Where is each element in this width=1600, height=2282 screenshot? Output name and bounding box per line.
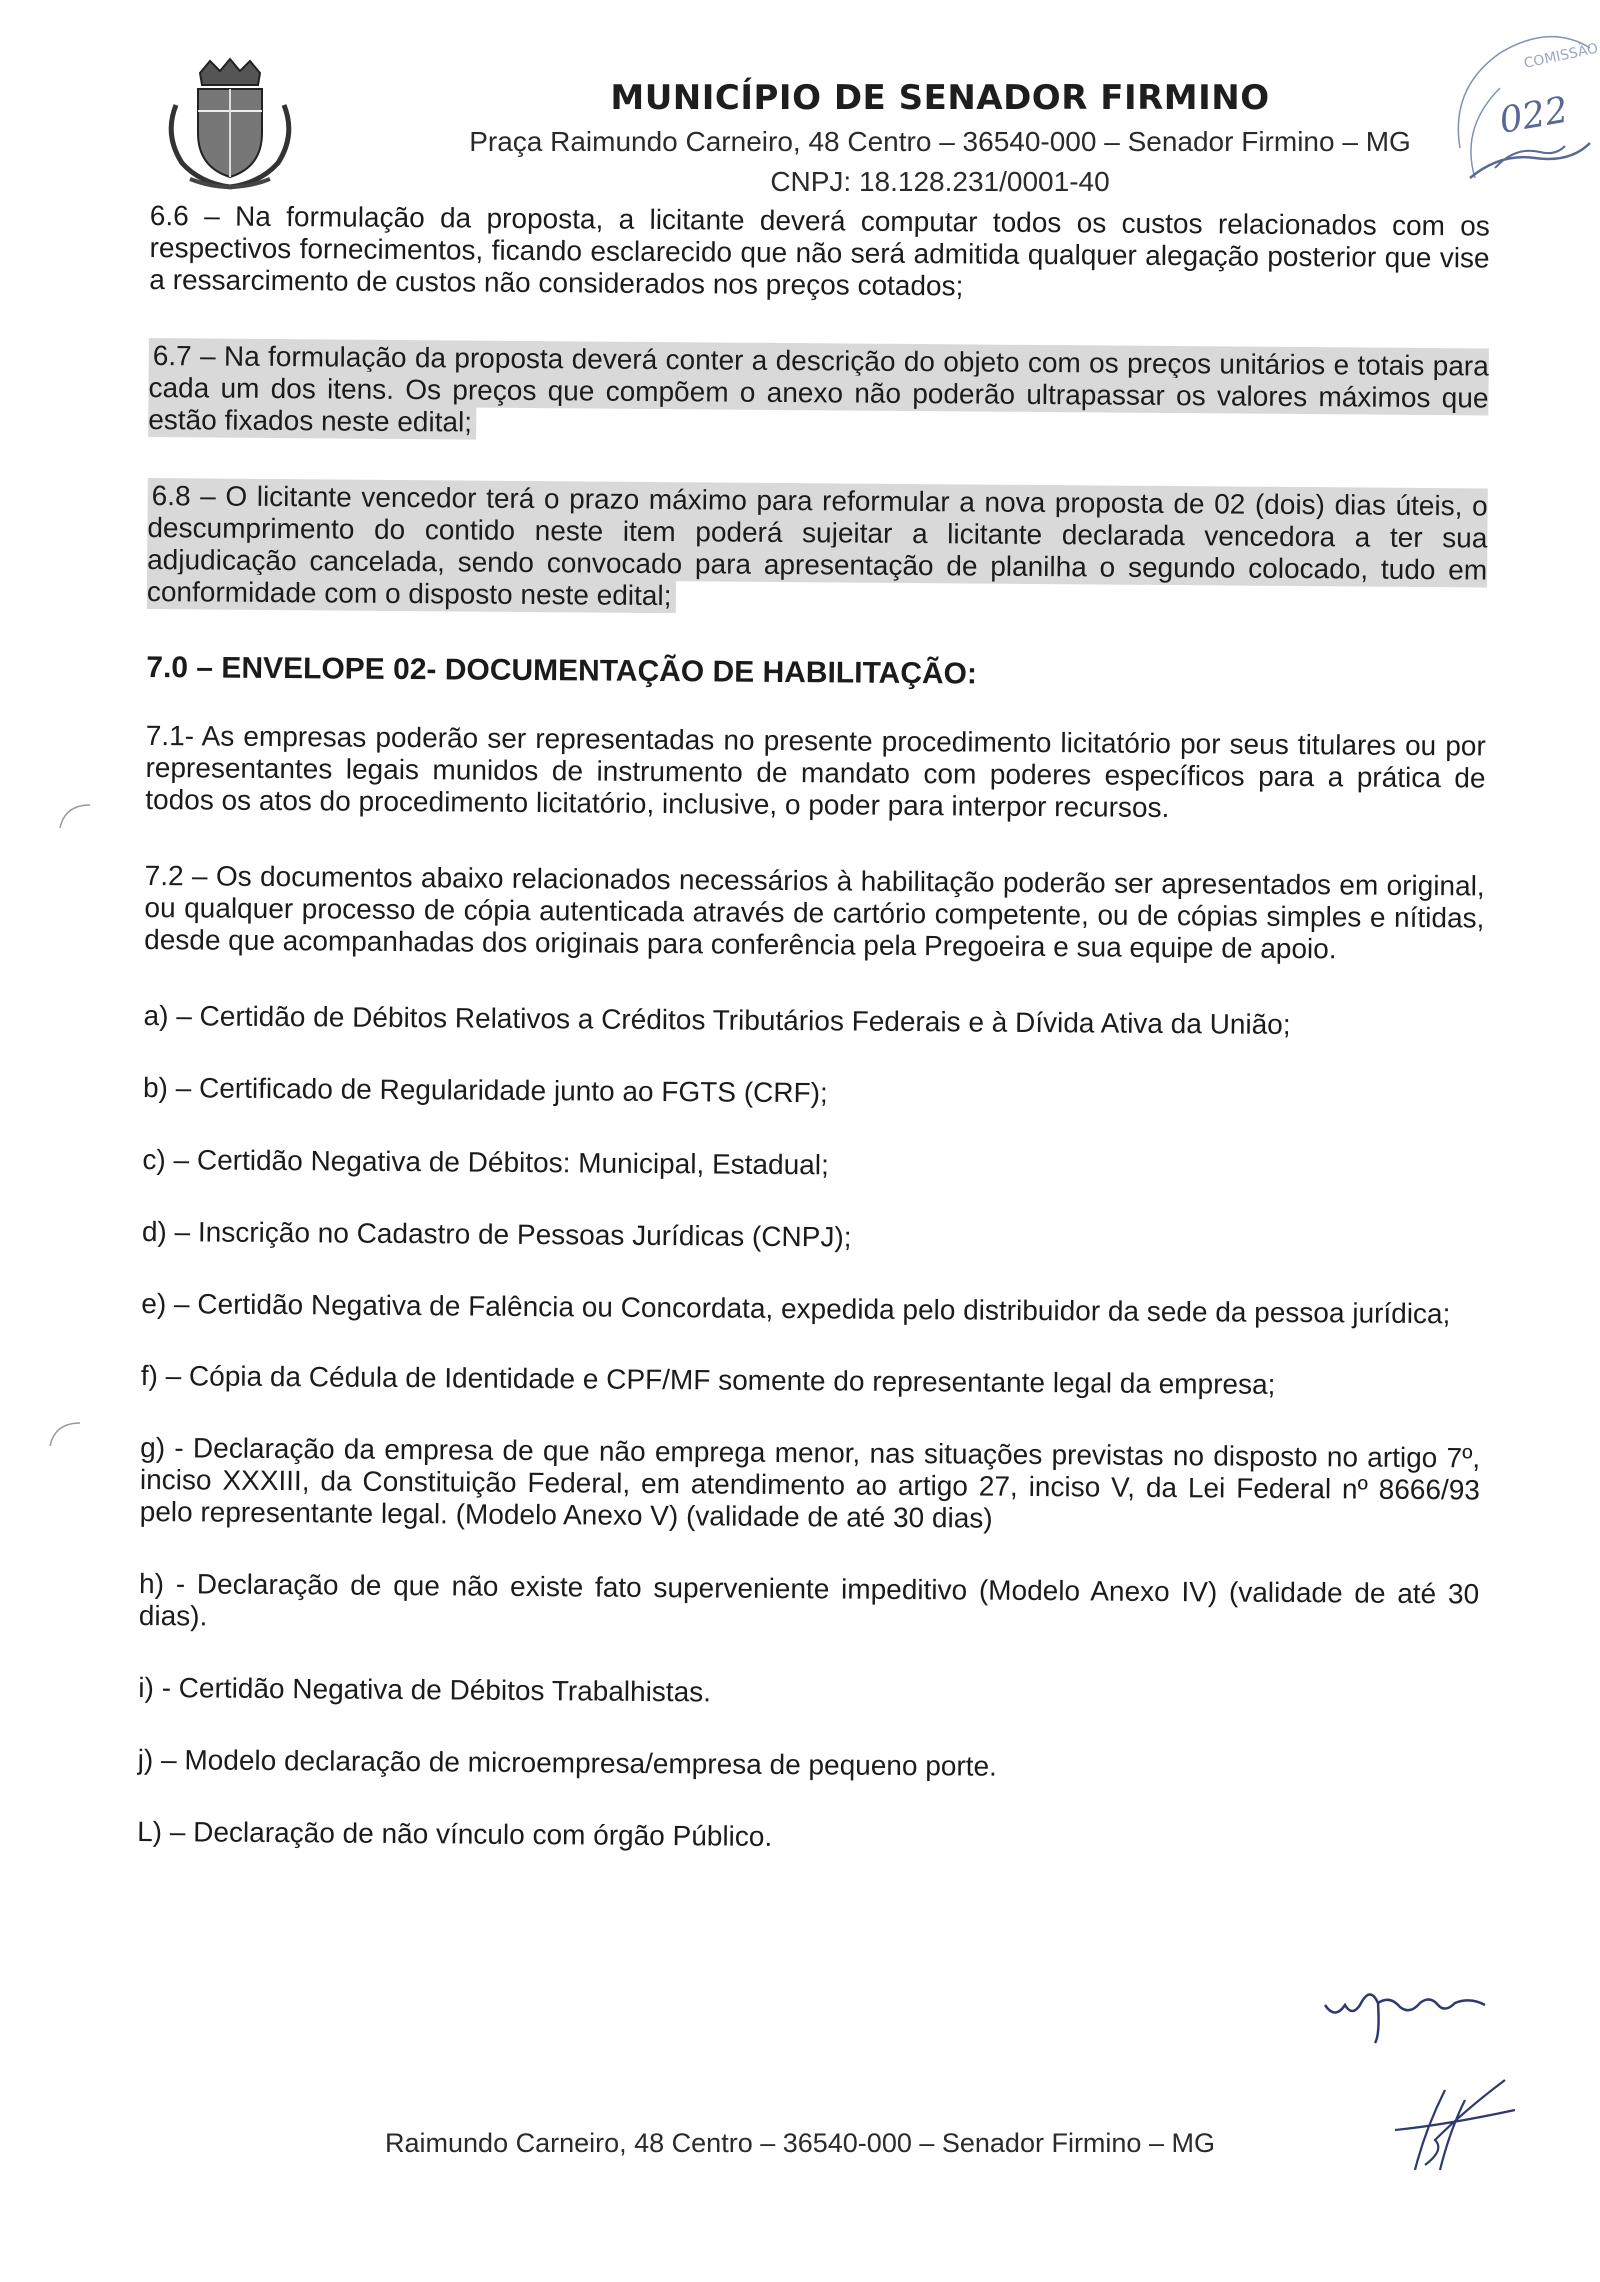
punch-mark-icon (45, 1418, 85, 1448)
document-body (137, 200, 1490, 1898)
list-item-e: e) – Certidão Negativa de Falência ou Concordata, expedida pelo distribuidor da sede da pessoa jurídica; (141, 1287, 1451, 1330)
svg-text:COMISSÃO: COMISSÃO (1522, 40, 1600, 72)
list-item-l: L) – Declaração de não vínculo com órgão Público. (137, 1815, 773, 1852)
footer-address: Raimundo Carneiro, 48 Centro – 36540-000 – Senador Firmino – MG (385, 2128, 1215, 2158)
list-item-j: j) – Modelo declaração de microempresa/empresa de pequeno porte. (137, 1743, 998, 1782)
list-item-f: f) – Cópia da Cédula de Identidade e CPF/MF somente do representante legal da empresa; (140, 1359, 1276, 1400)
municipality-address: Praça Raimundo Carneiro, 48 Centro – 36540-000 – Senador Firmino – MG (469, 126, 1411, 157)
list-item-g: g) - Declaração da empresa de que não emprega menor, nas situações previstas no disposto no artigo 7º, inciso XXXIII, da Constituição Federal, em atendimento ao artigo 27, inciso V, da Lei Federal nº 8666/93 pelo representante legal. (Modelo Anexo V) (validade de até 30 dias) (139, 1431, 1481, 1534)
clause-7-2: 7.2 – Os documentos abaixo relacionados necessários à habilitação poderão ser apresentados em original, ou qualquer processo de cópia autenticada através de cartório competente, ou de cópias simples e nítidas, desde que acompanhadas dos originais para conferência pela Pregoeira e sua equipe de apoio. (144, 859, 1485, 965)
letterhead (390, 78, 1490, 198)
list-item-b: b) – Certificado de Regularidade junto ao FGTS (CRF); (142, 1071, 828, 1109)
municipality-name: MUNICÍPIO DE SENADOR FIRMINO (610, 78, 1270, 118)
clause-7-1: 7.1- As empresas poderão ser representadas no presente procedimento licitatório por seus titulares ou por representantes legais munidos de instrumento de mandato com poderes específicos para a prática de todos os atos do procedimento licitatório, inclusive, o poder para interpor recursos. (145, 719, 1486, 824)
punch-mark-icon (55, 800, 95, 830)
commission-stamp (1440, 28, 1600, 198)
list-item-c: c) – Certidão Negativa de Débitos: Municipal, Estadual; (142, 1143, 829, 1181)
list-item-d: d) – Inscrição no Cadastro de Pessoas Jurídicas (CNPJ); (141, 1215, 852, 1253)
list-item-a: a) – Certidão de Débitos Relativos a Créditos Tributários Federais e à Dívida Ativa da União; (143, 999, 1291, 1040)
clause-6-8: 6.8 – O licitante vencedor terá o prazo máximo para reformular a nova proposta de 02 (dois) dias úteis, o descumprimento do contido neste item poderá sujeitar a licitante declarada vencedora a ter sua adjudicação cancelada, sendo convocado para apresentação de planilha o segundo colocado, tudo em conformidade com o disposto neste edital; (147, 478, 1488, 613)
clause-6-7: 6.7 – Na formulação da proposta deverá conter a descrição do objeto com os preços unitários e totais para cada um dos itens. Os preços que compõem o anexo não poderão ultrapassar os valores máximos que estão fixados neste edital; (148, 338, 1489, 440)
section-7-heading: 7.0 – ENVELOPE 02- DOCUMENTAÇÃO DE HABILITAÇÃO: (146, 650, 978, 691)
svg-text:022: 022 (1496, 89, 1572, 142)
coat-of-arms-icon (160, 55, 300, 195)
list-item-h: h) - Declaração de que não existe fato superveniente impeditivo (Modelo Anexo IV) (validade de até 30 dias). (138, 1567, 1480, 1632)
municipality-cnpj: CNPJ: 18.128.231/0001-40 (770, 166, 1110, 197)
clause-6-6: 6.6 – Na formulação da proposta, a licitante deverá computar todos os custos relacionados com os respectivos fornecimentos, ficando esclarecido que não será admitida qualquer alegação posterior que vise a ressarcimento de custos não considerados nos preços cotados; (149, 200, 1490, 302)
handwritten-initials (1375, 2070, 1525, 2180)
list-item-i: i) - Certidão Negativa de Débitos Trabalhistas. (138, 1671, 712, 1708)
handwritten-signature (1320, 1975, 1520, 2045)
